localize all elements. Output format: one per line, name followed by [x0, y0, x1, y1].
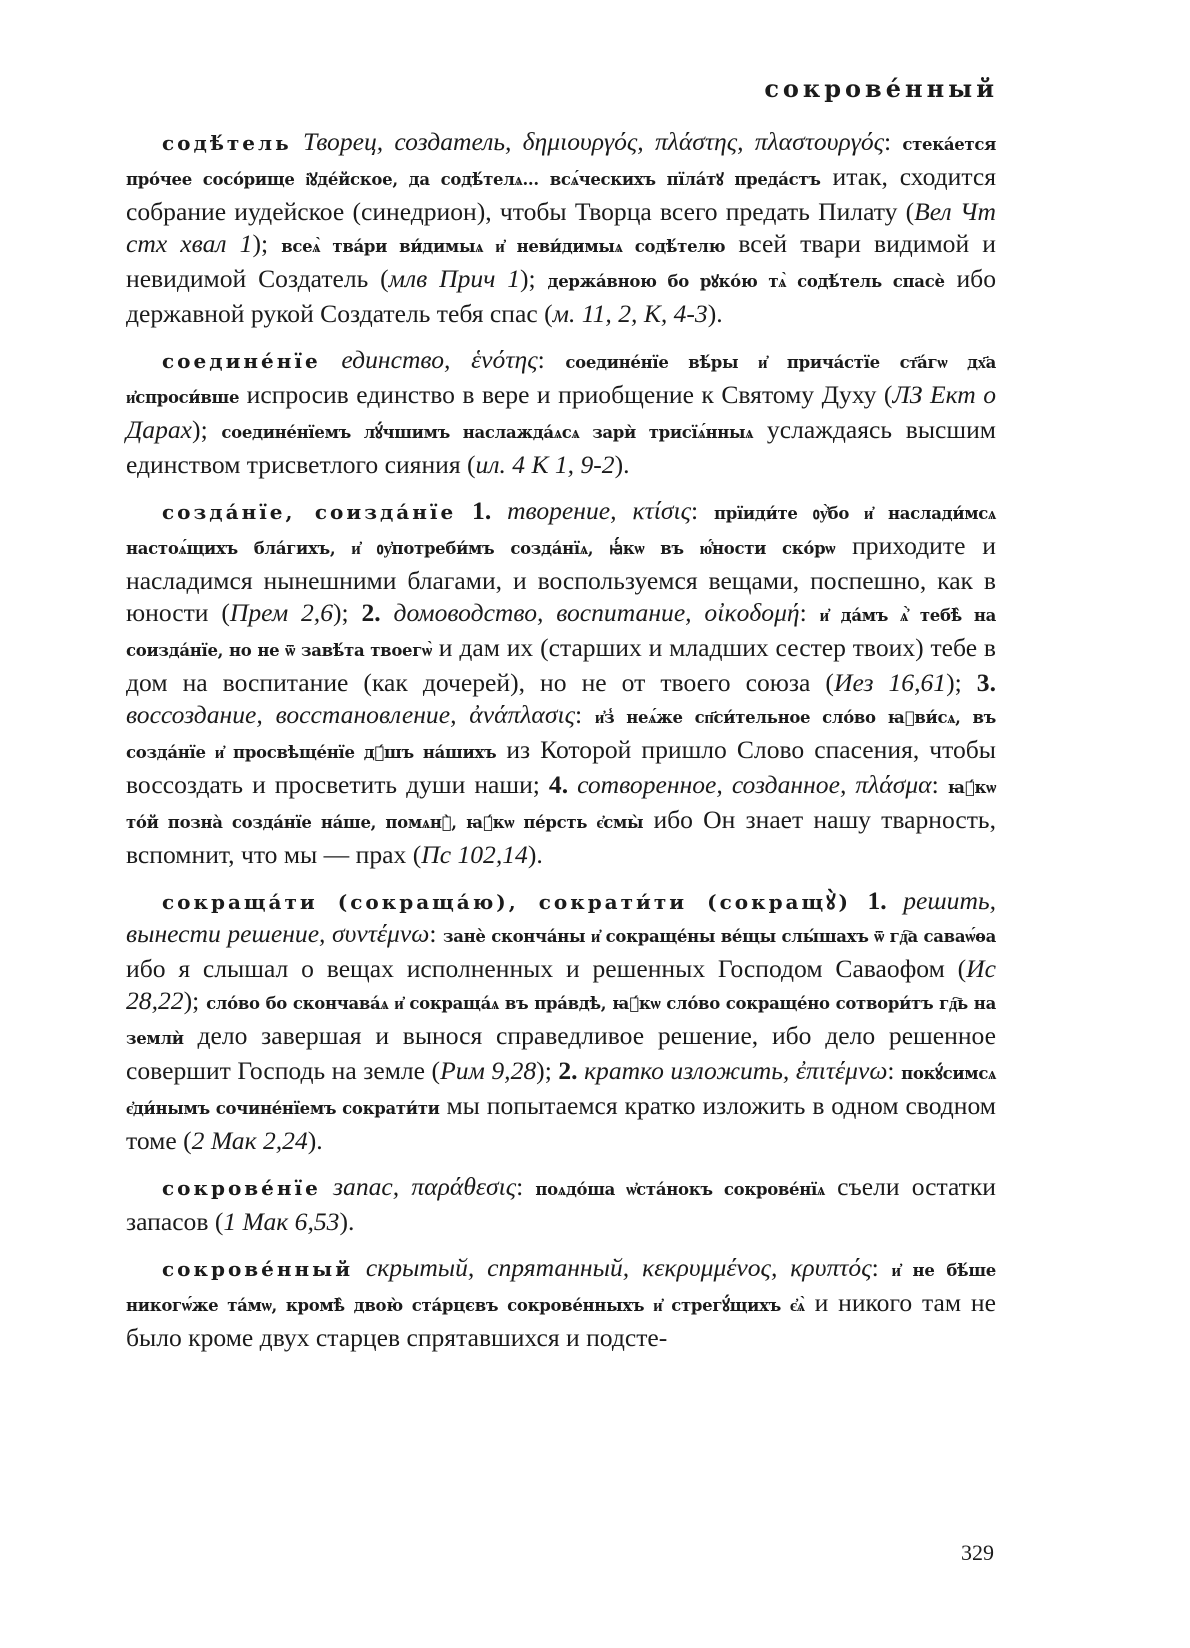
italic-gloss: Иез 16,61 [833, 668, 947, 697]
translation-text: : [691, 496, 714, 525]
translation-text [399, 1172, 411, 1201]
church-slavonic-quote: прїиди́те ᲂу҆̀бо и҆ наслади́мсѧ настоѧ́щихъ бла́гихъ, и҆ ᲂу҆потреби́мъ созда́нїѧ, ꙗ҆́кѡ въ ю҆́ности ско́рѡ [126, 504, 996, 558]
italic-gloss: Ис 28,22 [126, 954, 996, 1015]
translation-text: мы попытаемся кратко изложить в одном сводном томе ( [126, 1091, 996, 1155]
headword: соедине́нїе [162, 349, 321, 373]
sense-number: 1. [472, 496, 492, 525]
translation-text [321, 1172, 333, 1201]
translation-text: и никого там не было кроме двух старцев спрятавшихся и подсте- [126, 1288, 996, 1352]
translation-text: ). [339, 1207, 355, 1236]
italic-gloss: 1 Мак 6,53 [223, 1207, 340, 1236]
italic-gloss: творение, [507, 496, 617, 525]
translation-text: ибо я слышал о вещах исполненных и решенных Господом Саваофом ( [126, 954, 967, 983]
translation-text: всей твари видимой и невидимой Создатель ( [126, 229, 996, 293]
translation-text [321, 345, 342, 374]
translation-text [456, 700, 469, 729]
translation-text [568, 770, 577, 799]
translation-text [456, 496, 472, 525]
dictionary-body [126, 126, 996, 1368]
translation-text [692, 598, 705, 627]
greek-equivalent: πλάσμα [855, 770, 932, 799]
translation-text [887, 886, 904, 915]
translation-text: : [516, 1172, 536, 1201]
headword: сокраща́ти (сокраща́ю), сократи́ти (сокращꙋ̀) [162, 890, 851, 914]
church-slavonic-quote: покꙋ́симсѧ є҆ди́нымъ сочине́нїемъ сократи́ти [126, 1064, 997, 1118]
italic-gloss: единство, [341, 345, 451, 374]
italic-gloss: воссоздание, восстановление, [126, 700, 457, 729]
translation-text: ). [527, 840, 543, 869]
translation-text [511, 127, 522, 156]
translation-text: : [799, 598, 820, 627]
church-slavonic-quote: всеѧ̀ тва́ри ви́димыѧ и҆ неви́димыѧ содѣ́телю [281, 237, 726, 256]
translation-text: : [871, 1253, 892, 1282]
italic-gloss: решить, вынести решение, [126, 886, 997, 948]
greek-equivalent: κτίσις [632, 496, 692, 525]
headword: сокрове́нїе [162, 1176, 321, 1200]
greek-equivalent: οἰκοδομή [704, 598, 800, 627]
translation-text [846, 770, 855, 799]
sense-number: 4. [548, 770, 569, 799]
translation-text: приходите и насладимся нынешними благами, и воспользуемся вещами, поспешно, как в юности ( [126, 531, 996, 627]
italic-gloss: кратко изложить, [584, 1056, 790, 1085]
translation-text: ); [183, 986, 207, 1015]
italic-gloss: домоводство, воспитание, [393, 598, 692, 627]
church-slavonic-quote: стека́ется про́чее сосо́рище і҆ꙋде́йское, да содѣ́телѧ... всѧ́ческихъ пїла́тꙋ преда́стъ [126, 135, 996, 189]
greek-equivalent: ἀνάπλασις [469, 700, 575, 729]
sense-number: 1. [867, 886, 887, 915]
page-number: 329 [961, 1540, 994, 1565]
translation-text: ); [192, 415, 222, 444]
italic-gloss: м. 11, 2, К, 4-3 [552, 299, 708, 328]
translation-text: съели остатки запасов ( [126, 1172, 996, 1236]
headword: содѣ́тель [162, 131, 292, 155]
translation-text [629, 1253, 642, 1282]
translation-text: ). [307, 1126, 323, 1155]
italic-gloss: Творец, создатель, [302, 127, 512, 156]
italic-gloss: Прем 2,6 [229, 598, 333, 627]
translation-text: ); [946, 668, 977, 697]
entry-sokrashchati [126, 885, 996, 1157]
church-slavonic-quote: держа́вною бо рꙋко́ю тѧ̀ содѣ́тель спасѐ [547, 272, 945, 291]
italic-gloss: ЛЗ Ект о Дарах [126, 380, 996, 444]
entry-soedinenie [126, 344, 996, 481]
church-slavonic-quote: ꙗ҆́кѡ то́й позна̀ созда́нїе на́ше, помѧнꙋ̀, ꙗ҆́кѡ пе́рсть є҆смы̀ [126, 778, 996, 832]
translation-text: ибо Он знает нашу тварность, вспомнит, что мы — прах ( [126, 805, 997, 869]
church-slavonic-quote: поѧдо́ша ѡ҆ста́нокъ сокрове́нїѧ [535, 1180, 825, 1199]
translation-text [381, 598, 394, 627]
translation-text: : [574, 700, 595, 729]
church-slavonic-quote: и҆ не бѣ́ше никогѡ́же та́мѡ, кромѣ̀ двою̀ ста́рцєвъ сокрове́нныхъ и҆ стрегꙋ́щихъ є҆ѧ̀ [126, 1261, 996, 1315]
italic-gloss: запас, [333, 1172, 400, 1201]
sense-number: 3. [976, 668, 996, 697]
greek-equivalent: παράθεσις [411, 1172, 517, 1201]
headword: созда́нїе, соизда́нїе [162, 500, 457, 524]
translation-text: ); [333, 598, 362, 627]
italic-gloss: Пс 102,14 [421, 840, 528, 869]
translation-text: ); [536, 1056, 559, 1085]
translation-text: итак, сходится собрание иудейское (синедрион), чтобы Творца всего предать Пилату ( [126, 162, 996, 226]
translation-text: дело завершая и вынося справедливое решение, ибо дело решенное совершит Господь на земле ( [126, 1021, 996, 1085]
italic-gloss: ил. 4 К 1, 9-2 [475, 450, 615, 479]
translation-text: ибо державной рукой Создатель тебя спас ( [126, 264, 996, 328]
sense-number: 2. [361, 598, 381, 627]
translation-text [491, 496, 507, 525]
translation-text [851, 886, 868, 915]
translation-text: из Которой пришло Слово спасения, чтобы воссоздать и просветить души наши; [126, 735, 996, 799]
translation-text: ); [520, 264, 548, 293]
italic-gloss: скрытый, спрятанный, [365, 1253, 630, 1282]
church-slavonic-quote: и҆ да́мъ ѧ҆̀ тебѣ̀ на соизда́нїе, но не ѿ завѣ́та твоегѡ̀ [126, 606, 996, 660]
translation-text: ); [252, 229, 282, 258]
greek-equivalent: ἑνότης [471, 345, 538, 374]
translation-text: : [931, 770, 948, 799]
entry-sokrovennyi [126, 1252, 996, 1354]
translation-text [292, 127, 303, 156]
italic-gloss: 2 Мак 2,24 [191, 1126, 308, 1155]
italic-gloss: млв Прич 1 [388, 264, 521, 293]
church-slavonic-quote: сло́во бо скончава́ѧ и҆ сокраща́ѧ въ пра́вдѣ, ꙗ҆́кѡ сло́во сокраще́но сотвори́тъ гд҇ь на землѝ [126, 994, 996, 1048]
running-head: сокрове́нный [764, 74, 998, 103]
greek-equivalent: συντέμνω [332, 919, 430, 948]
entry-sozdanie [126, 495, 996, 871]
italic-gloss: сотворенное, созданное, [577, 770, 847, 799]
italic-gloss: Вел Чт стх хвал 1 [126, 197, 997, 258]
church-slavonic-quote: соедине́нїе вѣ́ры и҆ прича́стїе ст҃а́гѡ дх҃а и҆спроси́вше [126, 353, 997, 407]
entry-sodetel [126, 126, 996, 330]
church-slavonic-quote: занѐ сконча́ны и҆ сокраще́ны ве́щы слы́шахъ ѿ гд҇а саваѡ́ѳа [443, 927, 997, 946]
church-slavonic-quote: соедине́нїемъ лꙋ́чшимъ наслажда́ѧсѧ зарѝ трисїѧ́нныѧ [221, 423, 754, 442]
church-slavonic-quote: и҆з̾ неѧ́же сп҃си́тельное сло́во ꙗ҆ви́сѧ, въ созда́нїе и҆ просвѣще́нїе дꙋ́шъ на́шихъ [126, 708, 996, 762]
translation-text: : [537, 345, 566, 374]
translation-text: ). [614, 450, 630, 479]
translation-text: : [884, 127, 903, 156]
translation-text: : [887, 1056, 902, 1085]
headword: сокрове́нный [162, 1257, 354, 1281]
greek-equivalent: κεκρυμμένος, κρυπτός [641, 1253, 872, 1282]
translation-text [617, 496, 633, 525]
translation-text: ). [707, 299, 723, 328]
greek-equivalent: δημιουργός, πλάστης, πλαστουργός [522, 127, 884, 156]
entry-sokrovenie [126, 1171, 996, 1238]
sense-number: 2. [558, 1056, 578, 1085]
translation-text: услаждаясь высшим единством трисветлого сияния ( [126, 415, 996, 479]
translation-text: и дам их (старших и младших сестер твоих) тебе в дом на воспитание (как дочерей), но не от твоего союза ( [126, 633, 996, 697]
greek-equivalent: ἐπιτέμνω [795, 1056, 888, 1085]
translation-text: : [429, 919, 443, 948]
italic-gloss: Рим 9,28 [440, 1056, 537, 1085]
translation-text [353, 1253, 366, 1282]
translation-text: испросив единство в вере и приобщение к Святому Духу ( [239, 380, 893, 409]
translation-text [450, 345, 471, 374]
